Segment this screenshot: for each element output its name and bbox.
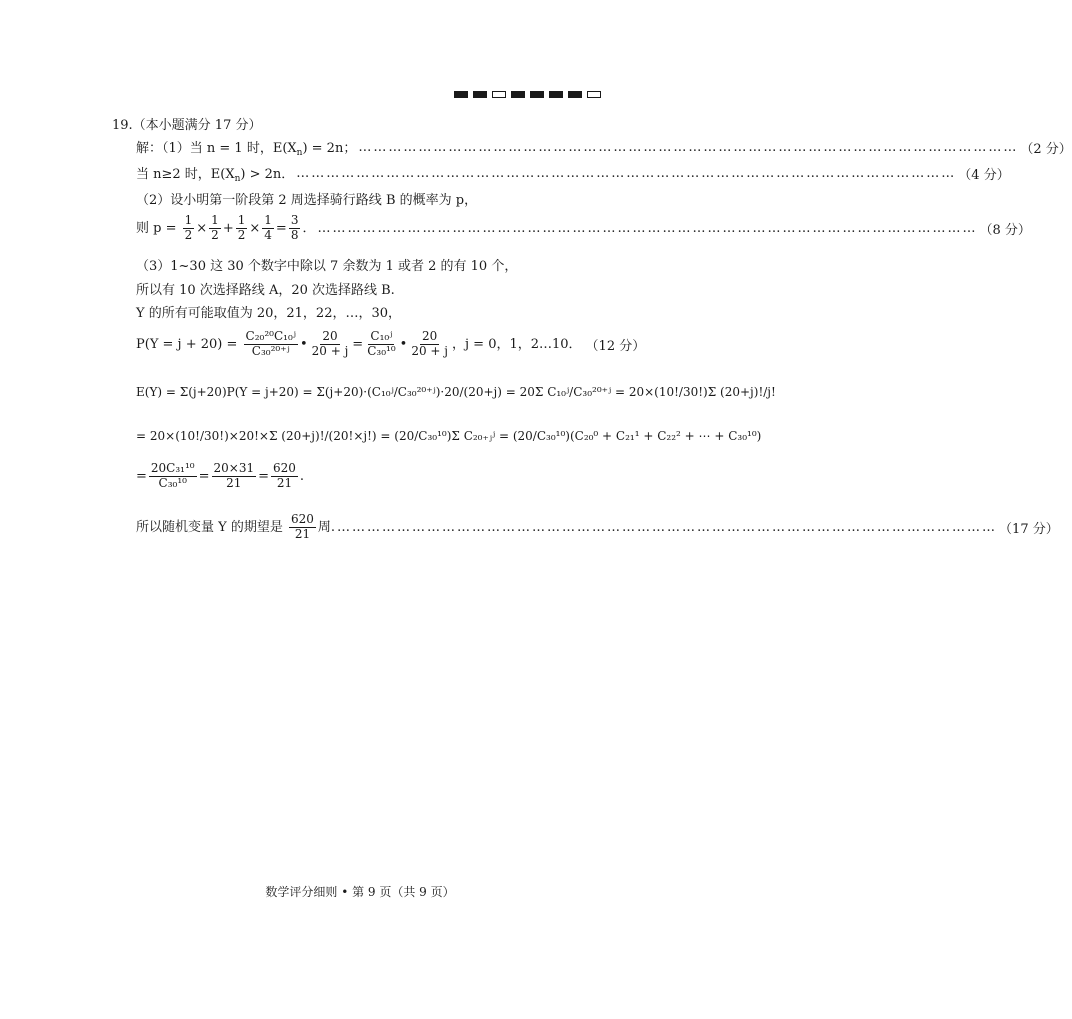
- line-conclusion: 所以随机变量 Y 的期望是 $\frac{620}{21}$ 周. …………………………………………………………………………………………………………………… （17 分）: [136, 511, 1059, 541]
- leader-dots: ……………………………………………………………………………………………………………………: [337, 519, 998, 535]
- points-12: （12 分）: [585, 338, 646, 354]
- leader-dots: ……………………………………………………………………………………………………………………: [296, 166, 957, 181]
- fraction: $\frac{\text{C₂₀²⁰C₁₀ʲ}}{\text{C₃₀²⁰⁺ʲ}}$: [245, 328, 296, 358]
- part1b-text-b: ) > 2n．: [240, 167, 295, 182]
- mark-filled: [454, 91, 468, 98]
- mark-filled: [549, 91, 563, 98]
- conclusion-text: 所以随机变量 Y 的期望是: [136, 519, 283, 535]
- expectation-line3: = $\frac{\text{20C₃₁¹⁰}}{\text{C₃₀¹⁰}}$ = $\frac{20\times 31}{21}$ = $\frac{620}{21}$ .: [136, 461, 305, 490]
- line-distribution: P(Y = j + 20) = $\frac{\text{C₂₀²⁰C₁₀ʲ}}{\text{C₃₀²⁰⁺ʲ}}$ • $\frac{20}{20 + j}$ = $\frac{\text{C₁₀ʲ}}{\text{C₃₀¹⁰}}$ • $\frac{20}{20 + j}$ ，j = 0，1，2…10． （12 分）: [136, 328, 646, 358]
- fraction: $\frac{1}{2}$: [211, 212, 219, 242]
- fraction: $\frac{3}{8}$: [290, 212, 299, 242]
- leader-dots: ……………………………………………………………………………………………………………………: [317, 220, 978, 236]
- fraction: $\frac{1}{4}$: [264, 212, 272, 242]
- line-part1b: [136, 163, 1010, 184]
- page-footer: 数学评分细则 • 第 9 页（共 9 页）: [265, 885, 455, 899]
- fraction: $\frac{20\times 31}{21}$: [213, 461, 255, 490]
- fraction: $\frac{20}{20 + j}$: [311, 328, 349, 358]
- leader-dots: ……………………………………………………………………………………………………………………: [358, 140, 1019, 155]
- mark-filled: [568, 91, 582, 98]
- mark-filled: [530, 91, 544, 98]
- fraction: $\frac{\text{20C₃₁¹⁰}}{\text{C₃₀¹⁰}}$: [150, 461, 195, 490]
- part2-intro: （2）设小明第一阶段第 2 周选择骑行路线 B 的概率为 p，: [136, 193, 478, 208]
- part3-line2: 所以有 10 次选择路线 A，20 次选择路线 B.: [136, 283, 395, 298]
- fraction: $\frac{1}{2}$: [184, 212, 193, 242]
- line-part2-prob: 则 p = $\frac{1}{2}$ × $\frac{1}{2}$ + $\frac{1}{2}$ × $\frac{1}{4}$ = $\frac{3}{8}$ ． …………………………………………………………………………………………………………………… （8 分）: [136, 212, 1031, 242]
- points-8: （8 分）: [979, 222, 1031, 238]
- expectation-line1: E(Y) = Σ(j+20)P(Y = j+20) = Σ(j+20)·(C₁₀ʲ/C₃₀²⁰⁺ʲ)·20/(20+j) = 20Σ C₁₀ʲ/C₃₀²⁰⁺ʲ = 20×(10!/30!)Σ (20+j)!/j!: [136, 385, 776, 399]
- points-4: （4 分）: [958, 168, 1010, 183]
- prob-lhs: 则 p =: [136, 220, 177, 236]
- part1-text: 解：（1）当 n = 1 时，E(X: [136, 141, 297, 156]
- mark-filled: [511, 91, 525, 98]
- mark-hollow: [587, 91, 601, 98]
- mark-filled: [473, 91, 487, 98]
- dist-lhs: P(Y = j + 20) =: [136, 336, 238, 352]
- fraction: $\frac{1}{2}$: [237, 212, 246, 242]
- fraction: $\frac{20}{20 + j}$: [411, 328, 448, 358]
- part1-text-b: ) = 2n；: [302, 141, 357, 156]
- line-part1: [136, 137, 1072, 158]
- fraction: $\frac{620}{21}$: [291, 511, 314, 541]
- sub-n: n: [296, 148, 303, 158]
- expectation-line2: = 20×(10!/30!)×20!×Σ (20+j)!/(20!×j!) = (20/C₃₀¹⁰)Σ C₂₀₊ⱼʲ = (20/C₃₀¹⁰)(C₂₀⁰ + C₂₁¹ + C₂₂² + ⋯ + C₃₀¹⁰): [136, 429, 762, 443]
- header-marks: [454, 91, 601, 98]
- question-title: 19.（本小题满分 17 分）: [112, 118, 262, 133]
- part3-line3: Y 的所有可能取值为 20，21，22，…，30，: [136, 306, 402, 321]
- fraction: $\frac{620}{21}$: [273, 461, 296, 490]
- fraction: $\frac{\text{C₁₀ʲ}}{\text{C₃₀¹⁰}}$: [367, 328, 396, 358]
- points-17: （17 分）: [999, 521, 1059, 537]
- sub-n: n: [234, 174, 241, 184]
- points-2: （2 分）: [1020, 142, 1072, 157]
- part3-line1: （3）1~30 这 30 个数字中除以 7 余数为 1 或者 2 的有 10 个，: [136, 259, 518, 274]
- mark-hollow: [492, 91, 506, 98]
- part1b-text: 当 n≥2 时，E(X: [136, 167, 235, 182]
